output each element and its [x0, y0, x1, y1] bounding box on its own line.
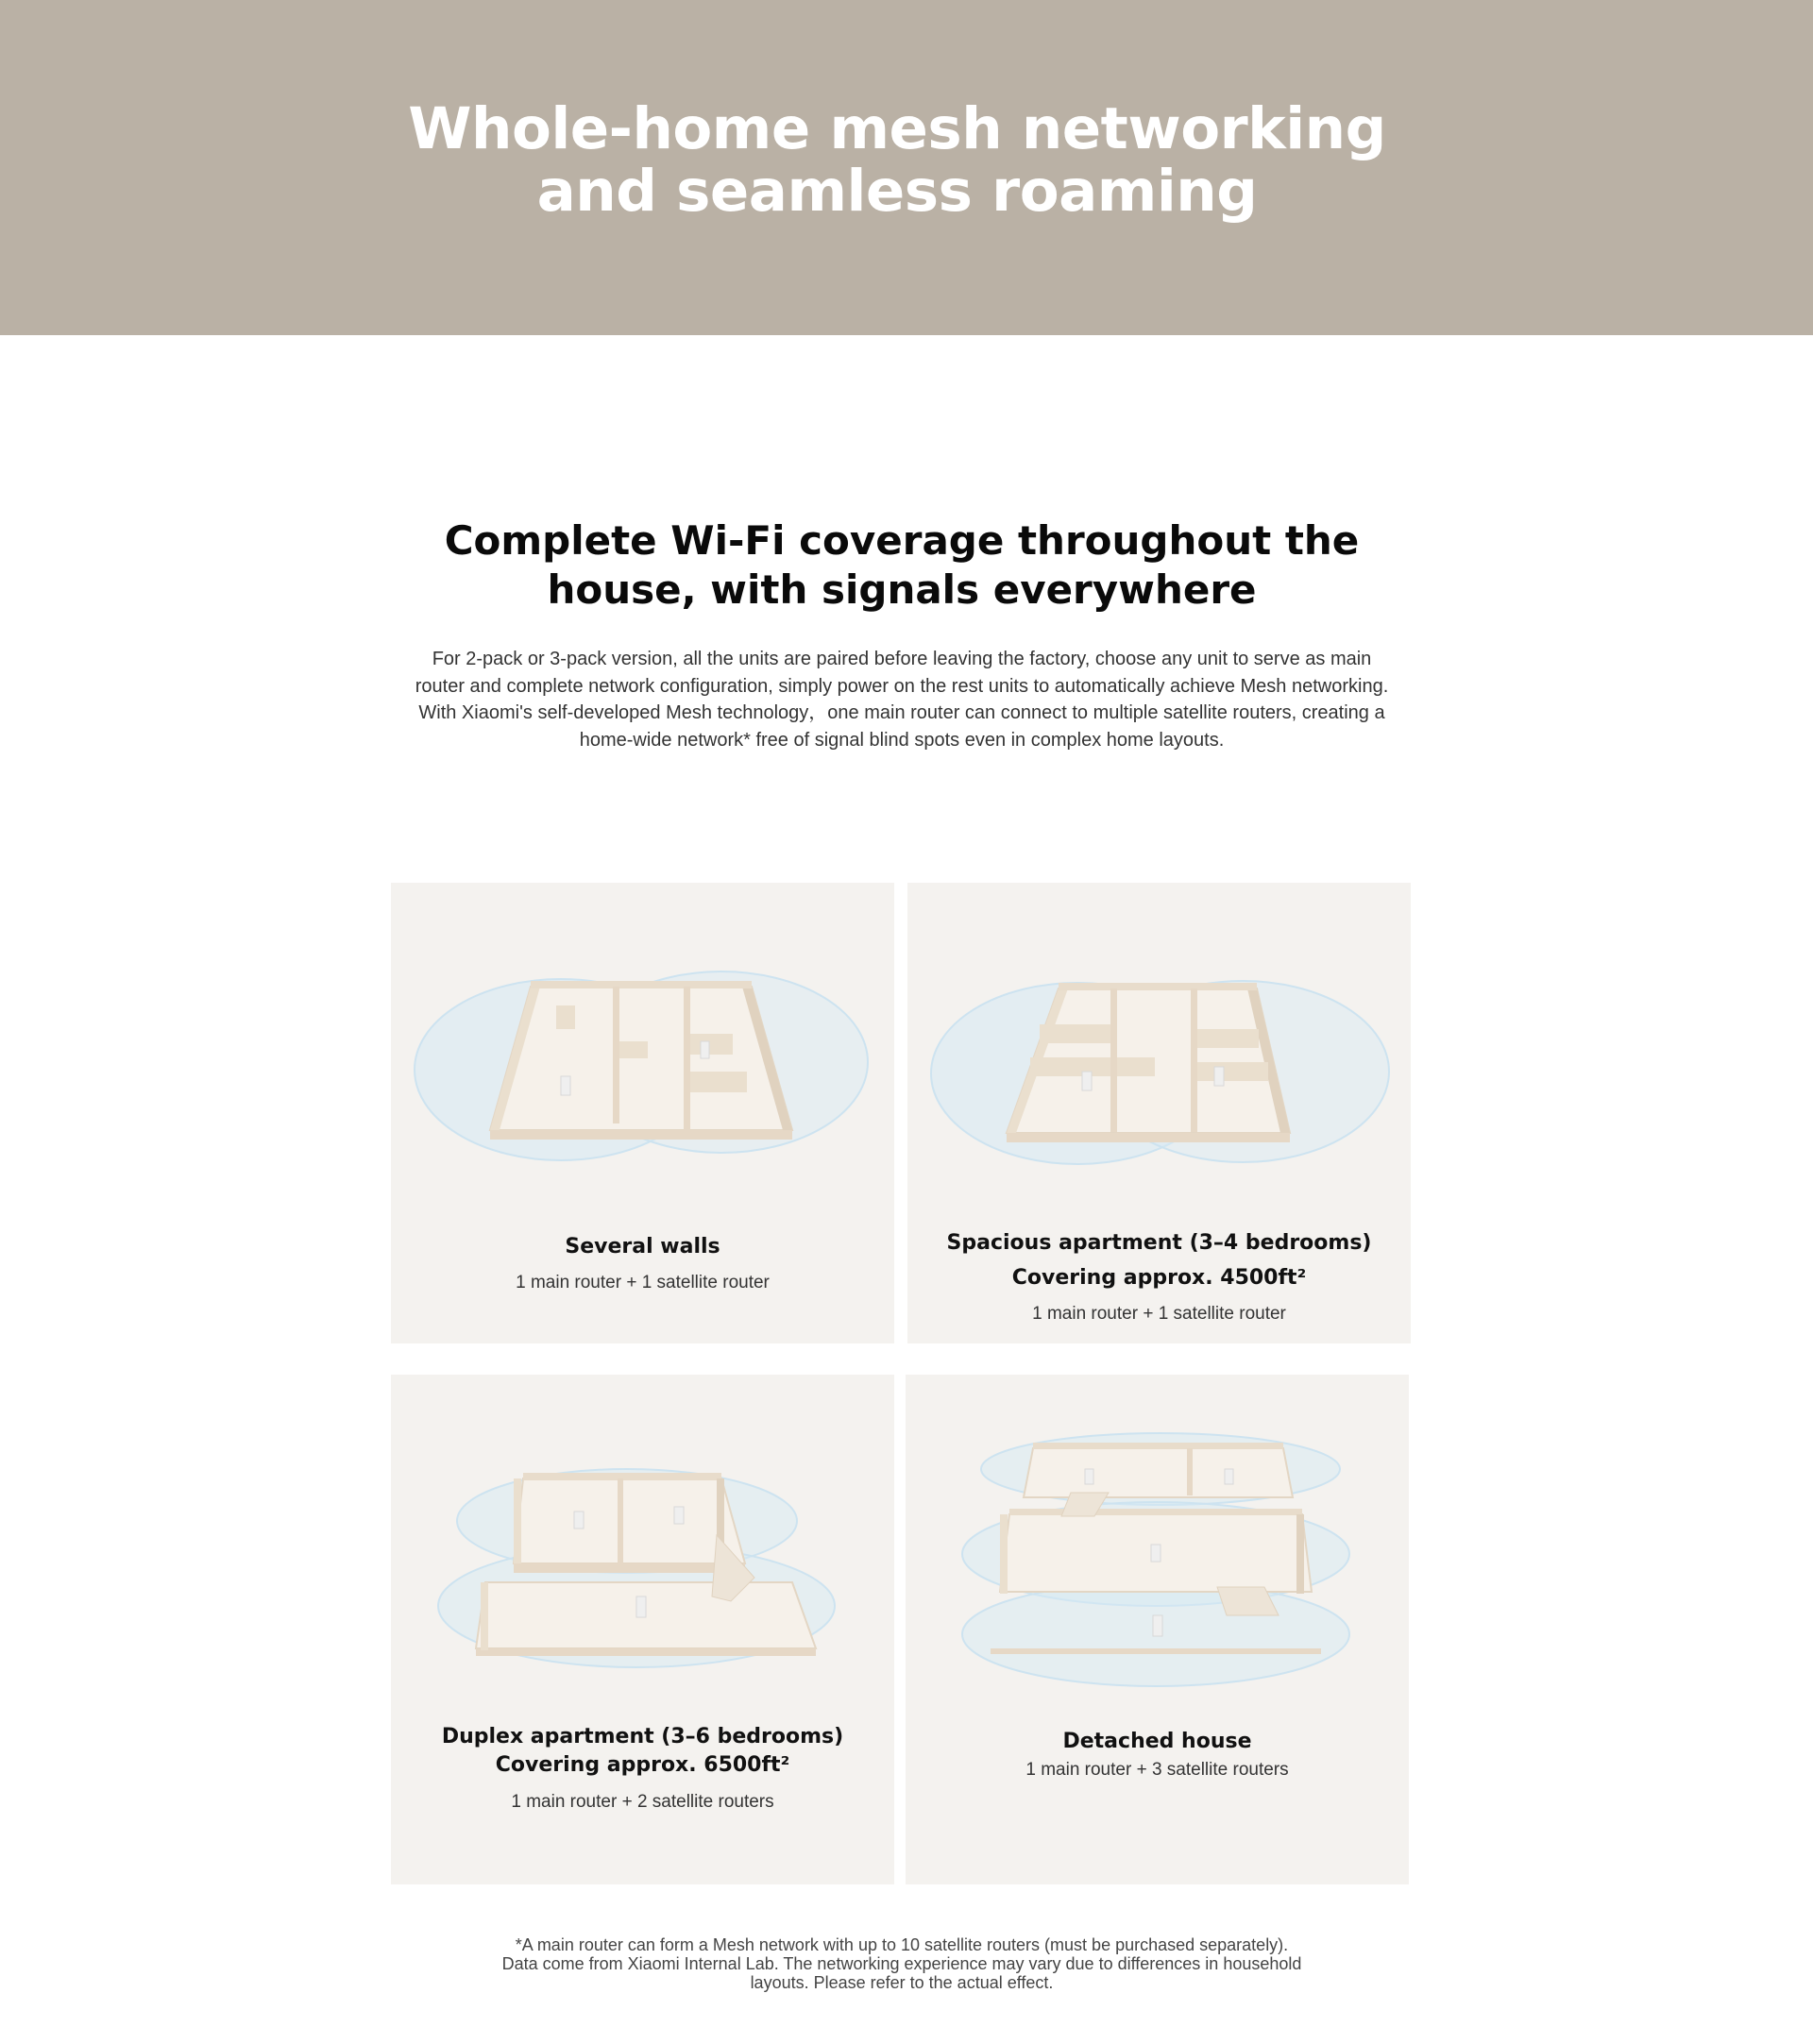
card-subtitle: 1 main router + 1 satellite router [1032, 1304, 1286, 1324]
wall-back [531, 981, 752, 988]
wall-lower-front [476, 1648, 816, 1656]
card-title-line-2: Covering approx. 4500ft² [1011, 1266, 1307, 1290]
router-satellite [674, 1507, 684, 1524]
wall-interior [1110, 988, 1117, 1132]
wall-middle-back [1009, 1509, 1302, 1515]
wall-interior [690, 1034, 733, 1055]
section-title [0, 516, 1804, 615]
router-satellite [1225, 1469, 1233, 1484]
router-satellite [636, 1596, 646, 1617]
floorplan-several-walls-illustration [391, 883, 894, 1185]
hero-title-line-1: Whole-home mesh networking [408, 95, 1386, 162]
wall-front [1007, 1133, 1290, 1142]
footnote-line-3: layouts. Please refer to the actual effect. [750, 1973, 1054, 1992]
wall-interior [1197, 1029, 1259, 1048]
footnote-line-2: Data come from Xiaomi Internal Lab. The networking experience may vary due to differences in household [501, 1954, 1302, 1973]
card-text [907, 1225, 1411, 1325]
card-several-walls [391, 883, 894, 1343]
hero-title-line-2: and seamless roaming [536, 158, 1258, 225]
card-title-line-2: Covering approx. 6500ft² [495, 1753, 790, 1777]
router-main [561, 1076, 570, 1095]
wall-middle-left [1000, 1514, 1008, 1594]
wall-back [1059, 983, 1257, 990]
wall-front [490, 1130, 792, 1140]
floorplan-spacious-apartment-illustration [907, 883, 1411, 1185]
footnote [406, 1935, 1398, 1992]
wall-upper-front [514, 1563, 745, 1573]
card-subtitle: 1 main router + 1 satellite router [516, 1273, 770, 1292]
wall-interior [1197, 1062, 1268, 1081]
floorplan-duplex-apartment-illustration [391, 1375, 894, 1715]
card-title-line-1: Duplex apartment (3–6 bedrooms) [441, 1725, 844, 1748]
wall-top-interior [1187, 1448, 1193, 1495]
card-title [391, 1723, 894, 1780]
wall-interior [556, 1005, 575, 1029]
router-satellite [1153, 1615, 1162, 1636]
wall-middle-right [1296, 1514, 1304, 1594]
floorplan-detached-house-illustration [906, 1375, 1409, 1715]
card-title-line-1: Spacious apartment (3–4 bedrooms) [946, 1231, 1372, 1255]
card-spacious-apartment [907, 883, 1411, 1343]
wall-upper-left [514, 1478, 521, 1565]
wall-interior [684, 987, 690, 1130]
wall-top-back [1033, 1443, 1283, 1449]
section-intro: For 2-pack or 3-pack version, all the units are paired before leaving the factory, choose any unit to serve as main router and complete network configuration, simply power on the rest units to automatically achieve Mesh networking. With Xiaomi's self-developed Mesh technology，one main router can connect to multiple satellite routers, creating a home-wide network* free of signal blind spots even in complex home layouts. [415, 649, 1389, 751]
router-main [574, 1512, 584, 1529]
hero-banner [0, 0, 1813, 335]
floor-upper [514, 1478, 745, 1563]
card-subtitle: 1 main router + 2 satellite routers [511, 1792, 774, 1812]
wall-interior [1191, 988, 1197, 1132]
router-satellite [1214, 1067, 1224, 1086]
card-title: Detached house [1062, 1730, 1252, 1753]
router-satellite [701, 1041, 709, 1058]
card-text [391, 1723, 894, 1813]
wall-interior [1030, 1057, 1110, 1076]
card-text [391, 1229, 894, 1293]
wall-interior [690, 1072, 747, 1092]
hero-title [0, 95, 1794, 225]
card-subtitle: 1 main router + 3 satellite routers [1025, 1760, 1289, 1780]
card-detached-house [906, 1375, 1409, 1884]
wall-interior [619, 1041, 648, 1058]
wall-interior [613, 987, 619, 1123]
wall-upper-interior [618, 1478, 623, 1563]
wall-interior [1040, 1024, 1110, 1043]
wall-interior [1117, 1057, 1155, 1076]
footnote-line-1: *A main router can form a Mesh network with up to 10 satellite routers (must be purchased separately). [515, 1935, 1289, 1954]
card-duplex-apartment [391, 1375, 894, 1884]
router-main [1082, 1072, 1092, 1090]
card-title: Several walls [565, 1235, 720, 1258]
floor-bottom-front [991, 1648, 1321, 1654]
floor-top [1024, 1448, 1293, 1497]
wall-lower-left [481, 1582, 488, 1650]
router-main [1085, 1469, 1093, 1484]
card-text [906, 1724, 1409, 1781]
card-title [907, 1225, 1411, 1295]
section-title-line-1: Complete Wi-Fi coverage throughout the [444, 517, 1360, 564]
section-title-line-2: house, with signals everywhere [547, 566, 1257, 613]
router-satellite [1151, 1545, 1161, 1562]
